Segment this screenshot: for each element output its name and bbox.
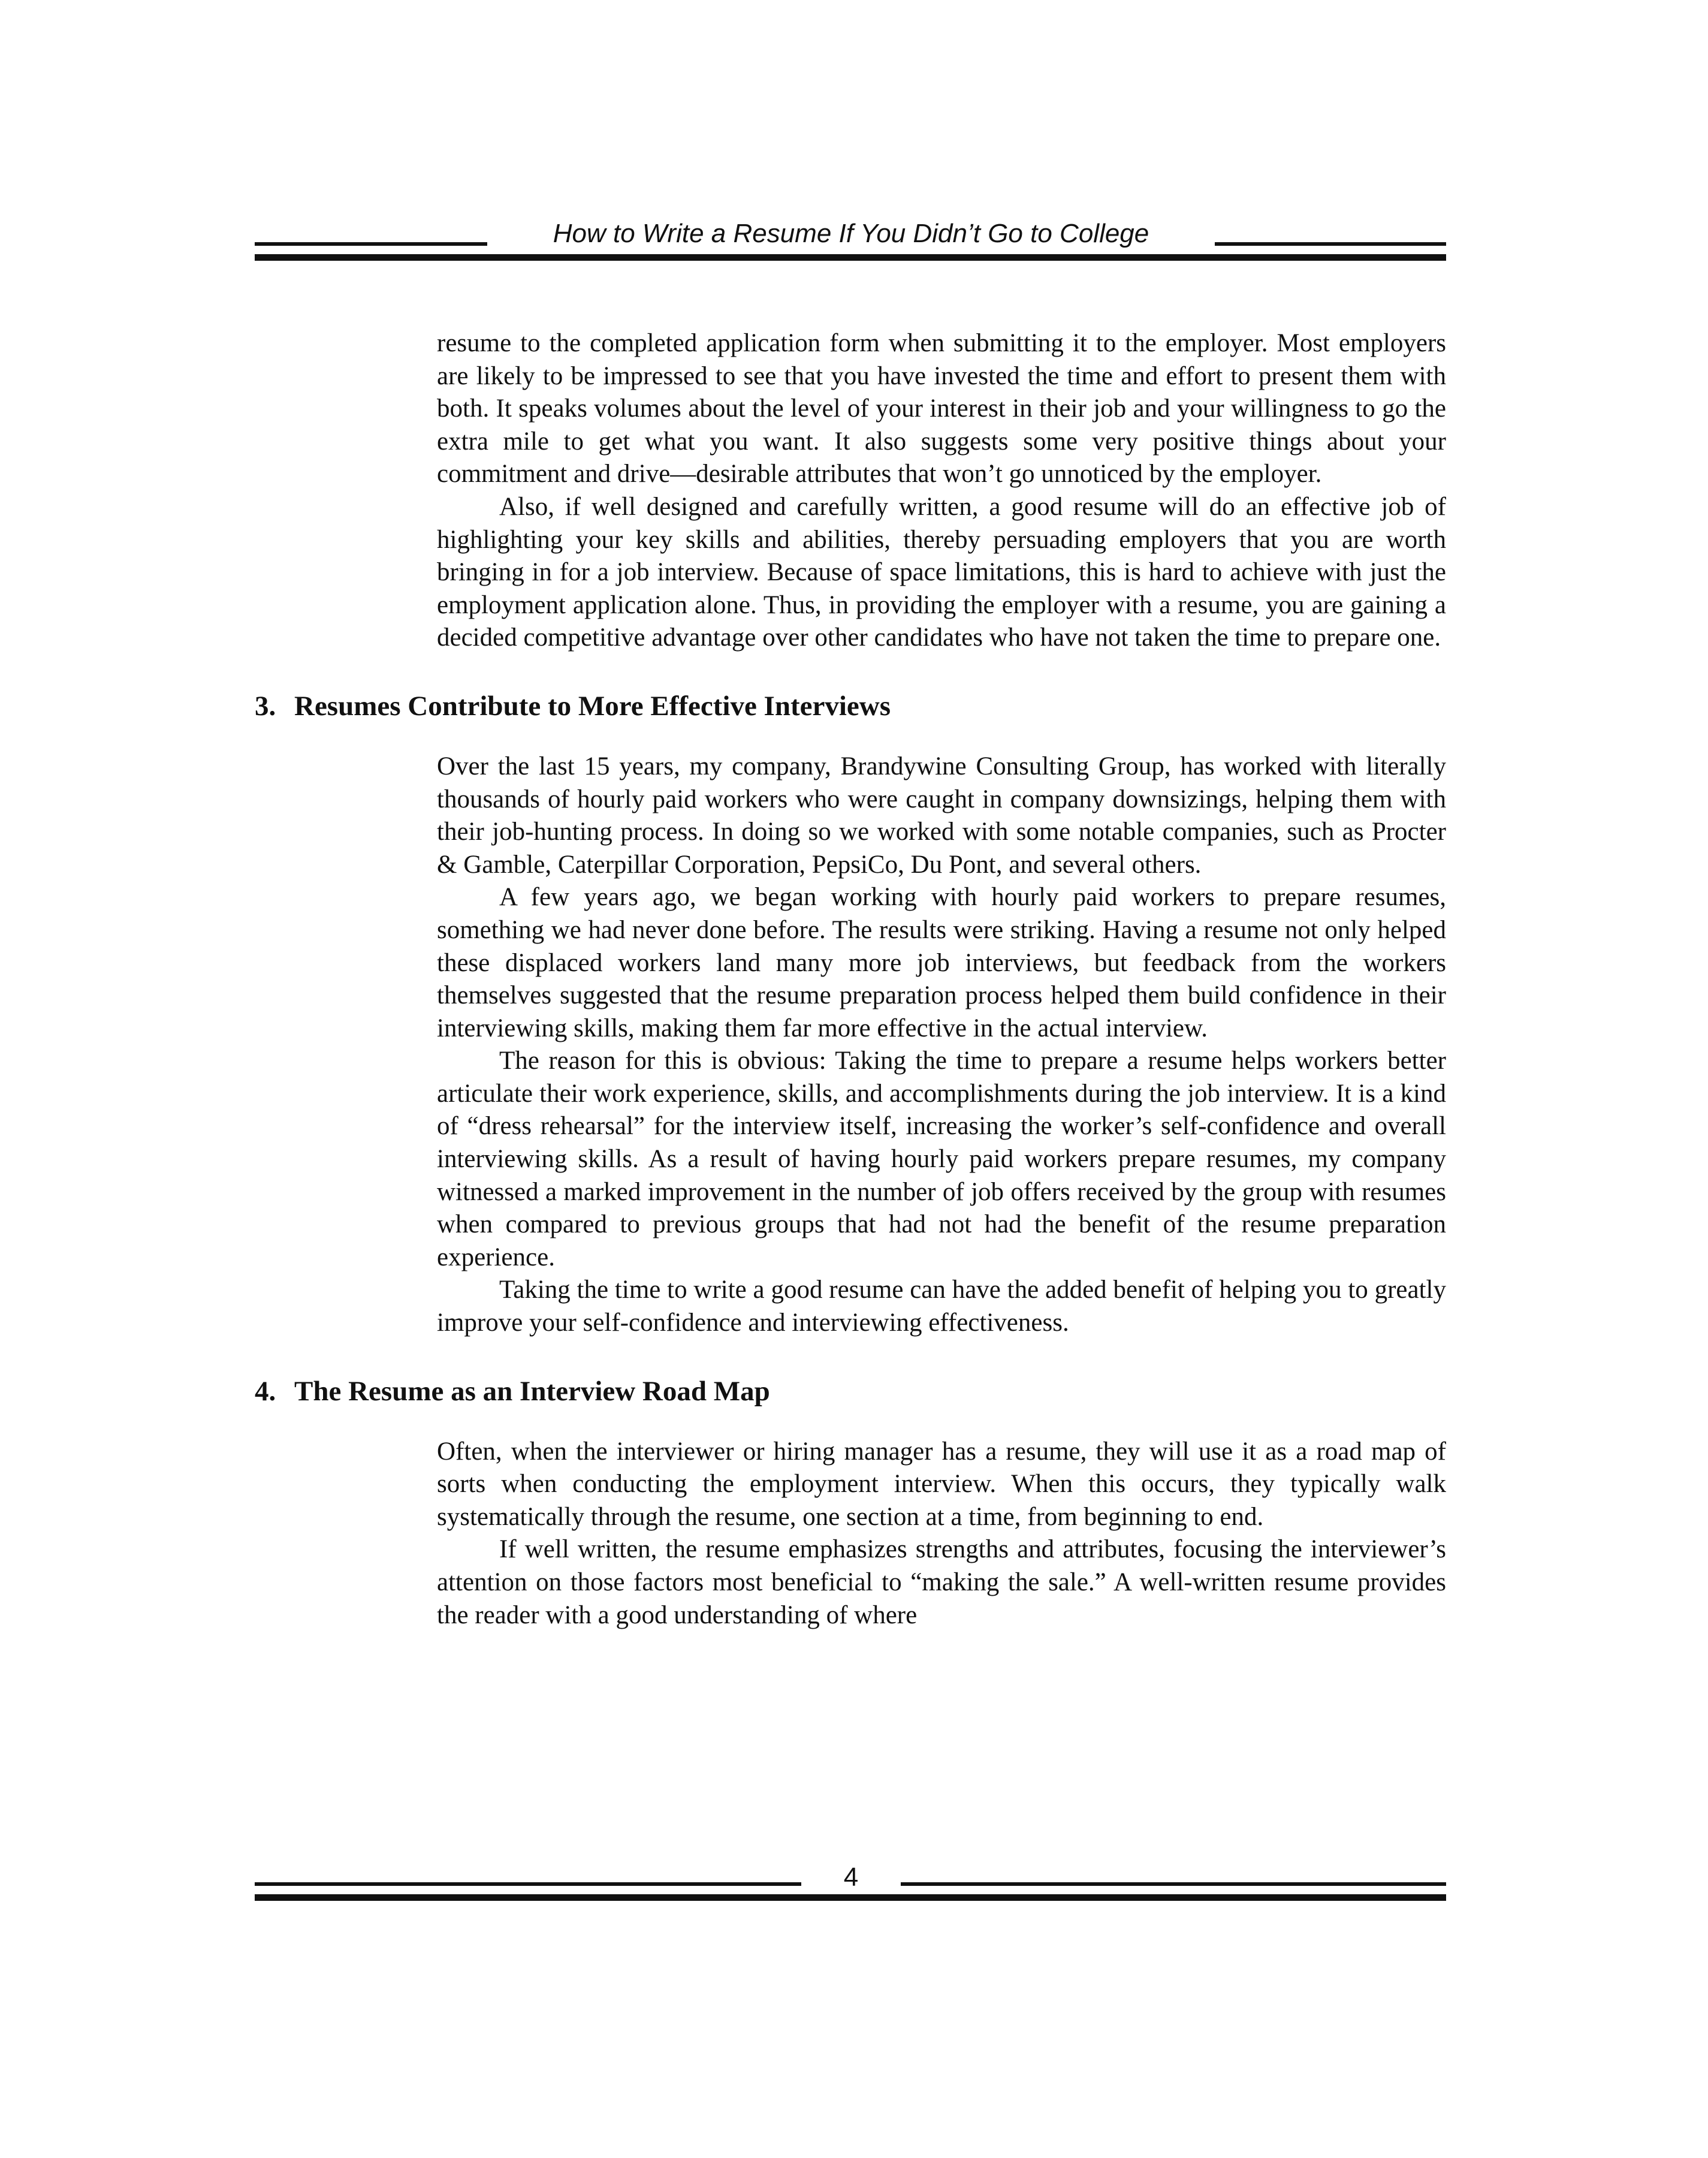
header-rule-right — [1215, 242, 1446, 246]
body-paragraph: Over the last 15 years, my company, Brandywine Consulting Group, has worked with literally thousands of hourly paid workers who were caught in company downsizings, helping them with their job-hunting process. In doing so we worked with some notable companies, such as Procter & Gamble, Caterpillar Corporation, PepsiCo, Du Pont, and several others. — [437, 752, 1446, 879]
section-title: The Resume as an Interview Road Map — [294, 1375, 770, 1407]
footer-rule-thick — [255, 1894, 1446, 1901]
footer-rule-right — [901, 1882, 1446, 1886]
page-footer — [255, 1861, 1446, 1915]
running-title: How to Write a Resume If You Didn’t Go to College — [553, 219, 1149, 248]
body-paragraph: Taking the time to write a good resume can have the added benefit of helping you to greatly improve your self-confidence and interviewing effectiveness. — [437, 1276, 1446, 1337]
body-paragraph: Also, if well designed and carefully written, a good resume will do an effective job of highlighting your key skills and abilities, thereby persuading employers that you are worth bringing in for a job interview. Because of space limitations, this is hard to achieve with just the employment application alone. Thus, in providing the employer with a resume, you are gaining a decided competitive advantage over other candidates who have not taken the time to prepare one. — [437, 492, 1446, 652]
page-body — [0, 327, 1708, 1632]
section-heading — [255, 688, 1708, 724]
body-paragraph: resume to the completed application form when submitting it to the employer. Most employers are likely to be impressed to see that you have invested the time and effort to present them with both. It speaks volumes about the level of your interest in their job and your willingness to go the extra mile to get what you want. It also suggests some very positive things about your commitment and drive—desirable attributes that won’t go unnoticed by the employer. — [437, 329, 1446, 489]
section-title: Resumes Contribute to More Effective Interviews — [294, 690, 891, 722]
page-number: 4 — [843, 1862, 859, 1892]
body-paragraph: The reason for this is obvious: Taking the time to prepare a resume helps workers better articulate their work experience, skills, and accomplishments during the job interview. It is a kind of “dress rehearsal” for the interview itself, increasing the worker’s self-confidence and overall interviewing skills. As a result of having hourly paid workers prepare resumes, my company witnessed a marked improvement in the number of job offers received by the group with resumes when compared to previous groups that had not had the benefit of the resume preparation experience. — [437, 1047, 1446, 1271]
body-paragraph: If well written, the resume emphasizes strengths and attributes, focusing the interviewer’s attention on those factors most beneficial to “making the sale.” A well-written resume provides the reader with a good understanding of where — [437, 1535, 1446, 1629]
section-number: 3. — [255, 690, 276, 722]
body-paragraph: A few years ago, we began working with hourly paid workers to prepare resumes, something we had never done before. The results were striking. Having a resume not only helped these displaced workers land many more job interviews, but feedback from the workers themselves suggested that the resume preparation process helped them build confidence in their interviewing skills, making them far more effective in the actual interview. — [437, 883, 1446, 1042]
section-heading — [255, 1373, 1708, 1409]
header-rule-left — [255, 242, 487, 246]
body-paragraph: Often, when the interviewer or hiring manager has a resume, they will use it as a road map of sorts when conducting the employment interview. When this occurs, they typically walk systematically through the resume, one section at a time, from beginning to end. — [437, 1437, 1446, 1531]
section-number: 4. — [255, 1375, 276, 1407]
footer-rule-left — [255, 1882, 801, 1886]
running-header — [255, 216, 1446, 264]
header-rule-thick — [255, 254, 1446, 261]
